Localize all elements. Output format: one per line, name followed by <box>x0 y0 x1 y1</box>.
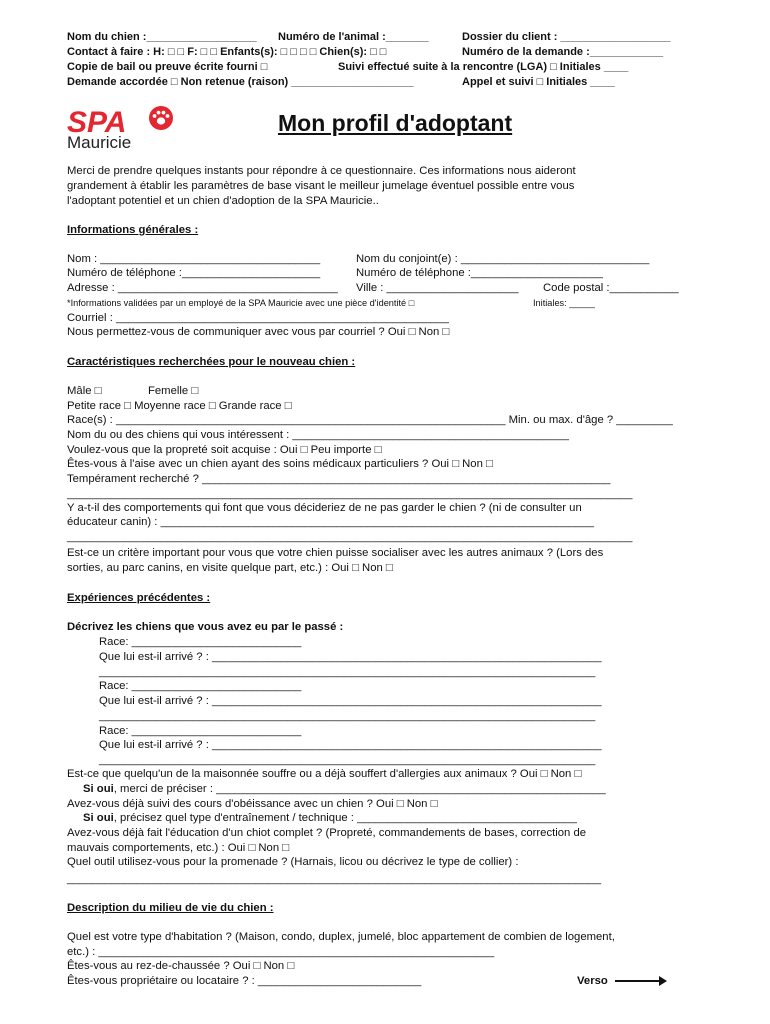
field-city[interactable]: Ville : _____________________ <box>356 282 519 294</box>
allergies-detail[interactable] <box>83 782 606 796</box>
question-housing-line-2[interactable]: etc.) : _______________________________________________________________ <box>67 946 495 958</box>
option-female[interactable]: Femelle □ <box>148 385 199 397</box>
field-phone[interactable]: Numéro de téléphone :______________________ <box>67 267 321 279</box>
header-followup: Suivi effectué suite à la rencontre (LGA) □ Initiales ____ <box>338 61 629 73</box>
section-environment-heading: Description du milieu de vie du chien : <box>67 902 274 914</box>
option-male[interactable]: Mâle □ <box>67 385 102 397</box>
question-obedience[interactable]: Avez-vous déjà suivi des cours d'obéissance avec un chien ? Oui □ Non □ <box>67 798 438 810</box>
intro-line-1: Merci de prendre quelques instants pour répondre à ce questionnaire. Ces informations nous aideront <box>67 165 576 177</box>
section-general-heading: Informations générales : <box>67 224 199 236</box>
training-detail-text: , précisez quel type d'entraînement / technique : ___________________________________ <box>113 812 577 824</box>
si-oui-label: Si oui <box>83 783 114 795</box>
header-request-status: Demande accordée □ Non retenue (raison) ____________________ <box>67 76 414 88</box>
header-client-file: Dossier du client : __________________ <box>462 31 671 43</box>
question-owner-tenant[interactable]: Êtes-vous propriétaire ou locataire ? : __________________________ <box>67 975 422 987</box>
field-postal-code[interactable]: Code postal :___________ <box>543 282 679 294</box>
field-temperament[interactable]: Tempérament recherché ? _________________________________________________________________ <box>67 473 611 485</box>
spa-mauricie-logo <box>66 104 186 150</box>
header-call-followup: Appel et suivi □ Initiales ____ <box>462 76 615 88</box>
intro-line-2: grandement à établir les paramètres de base visant le meilleur jumelage éventuel possible entre vous <box>67 180 575 192</box>
field-initials[interactable]: Initiales: _____ <box>533 298 595 308</box>
question-ground-floor[interactable]: Êtes-vous au rez-de-chaussée ? Oui □ Non □ <box>67 960 295 972</box>
blank-line[interactable]: _______________________________________________________________________________ <box>99 754 596 766</box>
field-past-breed[interactable]: Race: ___________________________ <box>99 636 302 648</box>
question-puppy-line-2[interactable]: mauvais comportements, etc.) : Oui □ Non □ <box>67 842 290 854</box>
header-dog-name: Nom du chien :__________________ <box>67 31 257 43</box>
field-dog-names[interactable]: Nom du ou des chiens qui vous intéressent : ____________________________________________ <box>67 429 569 441</box>
validation-note: *Informations validées par un employé de la SPA Mauricie avec une pièce d'identité □ <box>67 298 415 308</box>
question-allergies[interactable]: Est-ce que quelqu'un de la maisonnée souffre ou a déjà souffert d'allergies aux animaux ? Oui □ Non □ <box>67 768 582 780</box>
past-dogs-prompt: Décrivez les chiens que vous avez eu par le passé : <box>67 621 344 633</box>
blank-line[interactable]: __________________________________________________________________________________________ <box>67 488 633 500</box>
header-animal-number: Numéro de l'animal :_______ <box>278 31 429 43</box>
question-behaviours-line-2[interactable]: éducateur canin) : _____________________________________________________________________ <box>67 516 595 528</box>
allergies-detail-text: , merci de préciser : ______________________________________________________________ <box>113 783 606 795</box>
field-spouse-name[interactable]: Nom du conjoint(e) : ______________________________ <box>356 253 650 265</box>
blank-line[interactable]: _______________________________________________________________________________ <box>99 710 596 722</box>
blank-line[interactable]: __________________________________________________________________________________________ <box>67 531 633 543</box>
field-email[interactable]: Courriel : _____________________________________________________ <box>67 312 449 324</box>
header-contact: Contact à faire : H: □ □ F: □ □ Enfants(s): □ □ □ □ Chien(s): □ □ <box>67 46 387 58</box>
field-phone-2[interactable]: Numéro de téléphone :_____________________ <box>356 267 603 279</box>
section-experiences-heading: Expériences précédentes : <box>67 592 211 604</box>
field-breeds[interactable]: Race(s) : ______________________________________________________________ Min. ou max. d'âge ? _________ <box>67 414 673 426</box>
logo-brand: SPA <box>67 106 127 139</box>
arrow-right-icon <box>615 980 665 982</box>
question-email-consent[interactable]: Nous permettez-vous de communiquer avec vous par courriel ? Oui □ Non □ <box>67 326 450 338</box>
paw-icon <box>149 106 173 130</box>
si-oui-label: Si oui <box>83 812 114 824</box>
header-lease-copy: Copie de bail ou preuve écrite fourni □ <box>67 61 268 73</box>
page-title: Mon profil d'adoptant <box>278 110 513 136</box>
intro-line-3: l'adoptant potentiel et un chien d'adoption de la SPA Mauricie.. <box>67 195 379 207</box>
question-socialize-line-1: Est-ce un critère important pour vous que votre chien puisse socialiser avec les autres animaux ? (Lors des <box>67 547 604 559</box>
question-socialize-line-2[interactable]: sorties, au parc canins, en visite quelque part, etc.) : Oui □ Non □ <box>67 562 393 574</box>
question-puppy-line-1: Avez-vous déjà fait l'éducation d'un chiot complet ? (Propreté, commandements de bases, correction de <box>67 827 587 839</box>
question-walk-tool: Quel outil utilisez-vous pour la promenade ? (Harnais, licou ou décrivez le type de collier) : <box>67 856 519 868</box>
verso-label: Verso <box>577 975 608 987</box>
logo-sub: Mauricie <box>67 133 132 150</box>
question-housetraining[interactable]: Voulez-vous que la propreté soit acquise : Oui □ Peu importe □ <box>67 444 382 456</box>
section-characteristics-heading: Caractéristiques recherchées pour le nouveau chien : <box>67 356 356 368</box>
header-request-number: Numéro de la demande :____________ <box>462 46 664 58</box>
blank-line[interactable]: _______________________________________________________________________________ <box>99 666 596 678</box>
field-past-outcome[interactable]: Que lui est-il arrivé ? : ______________________________________________________________ <box>99 739 602 751</box>
question-medical-care[interactable]: Êtes-vous à l'aise avec un chien ayant des soins médicaux particuliers ? Oui □ Non □ <box>67 458 493 470</box>
field-past-outcome[interactable]: Que lui est-il arrivé ? : ______________________________________________________________ <box>99 695 602 707</box>
blank-line[interactable]: _____________________________________________________________________________________ <box>67 873 602 885</box>
field-past-outcome[interactable]: Que lui est-il arrivé ? : ______________________________________________________________ <box>99 651 602 663</box>
field-address[interactable]: Adresse : ___________________________________ <box>67 282 338 294</box>
question-behaviours-line-1: Y a-t-il des comportements qui font que vous décideriez de ne pas garder le chien ? (ni de consulter un <box>67 502 582 514</box>
training-detail[interactable] <box>83 811 577 825</box>
field-past-breed[interactable]: Race: ___________________________ <box>99 680 302 692</box>
field-name[interactable]: Nom : ___________________________________ <box>67 253 321 265</box>
field-past-breed[interactable]: Race: ___________________________ <box>99 725 302 737</box>
question-housing-line-1: Quel est votre type d'habitation ? (Maison, condo, duplex, jumelé, bloc appartement de combien de logement, <box>67 931 615 943</box>
option-sizes[interactable]: Petite race □ Moyenne race □ Grande race □ <box>67 400 292 412</box>
